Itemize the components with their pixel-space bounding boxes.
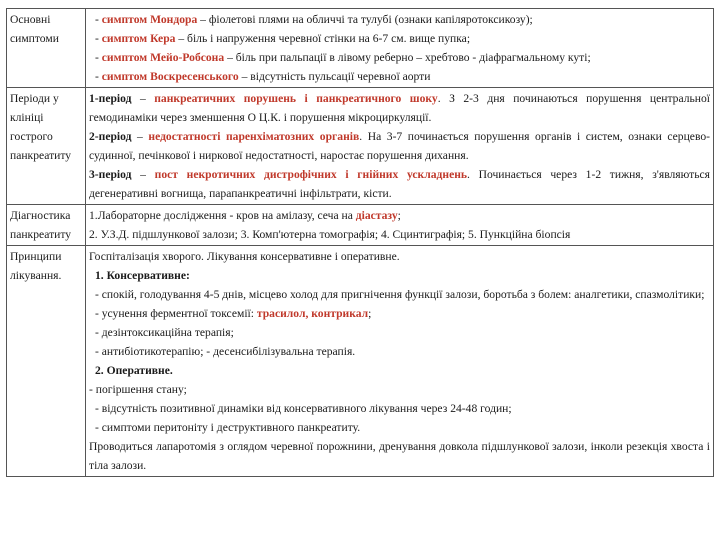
row-label-treatment (7, 246, 86, 477)
line-prefix: - (95, 70, 102, 83)
row-label-text: Принципи лікування. (10, 250, 62, 282)
symptom-line (89, 10, 710, 29)
table-row-symptoms (7, 9, 714, 88)
period-3-paragraph (89, 165, 710, 203)
period-name: 3-період (89, 168, 132, 181)
operative-procedure: Проводиться лапаротомія з оглядом черевної порожнини, дренування довкола підшлункової залози, інколи резекція хвоста і тіла залози. (89, 440, 710, 472)
period-2-paragraph (89, 127, 710, 165)
conservative-heading: 1. Консервативне: (95, 269, 190, 282)
conservative-item-end: ; (368, 307, 372, 320)
row-label-text: Діагностика панкреатиту (10, 209, 72, 241)
symptom-name: симптом Кера (101, 32, 176, 45)
operative-item: - погіршення стану; (89, 383, 187, 396)
symptom-name: симптом Мондора (101, 13, 198, 26)
conservative-item: - антибіотикотерапію; - десенсибілізувальна терапія. (95, 345, 356, 358)
operative-heading: 2. Оперативне. (95, 364, 173, 377)
conservative-item: - дезінтоксикаційна терапія; (95, 326, 234, 339)
conservative-item (89, 304, 710, 323)
drug-names: трасилол, контрикал (256, 307, 369, 320)
line-prefix: - (95, 32, 102, 45)
table-row-treatment (7, 246, 714, 477)
symptom-description: – біль і напруження черевної стінки на 6-7 см. вище пупка; (175, 32, 471, 45)
conservative-item-text: - усунення ферментної токсемії: (95, 307, 257, 320)
diagnostics-text-end: ; (397, 209, 401, 222)
period-dash: – (131, 92, 155, 105)
period-title: недостатності паренхіматозних органів (148, 130, 360, 143)
pancreatitis-table (6, 8, 714, 477)
symptom-description: – біль при пальпації в лівому реберно – хребтово - діафрагмальному куті; (224, 51, 591, 64)
symptom-line (89, 48, 710, 67)
period-name: 1-період (89, 92, 132, 105)
diagnostics-line-2: 2. У.З.Д. підшлункової залози; 3. Комп'ютерна томографія; 4. Сцинтиграфія; 5. Пункційна біопсія (89, 228, 571, 241)
treatment-intro: Госпіталізація хворого. Лікування консервативне і оперативне. (89, 250, 400, 263)
row-content-treatment (86, 246, 714, 477)
diagnostics-highlight: діастазу (355, 209, 398, 222)
conservative-item: - спокій, голодування 4-5 днів, місцево холод для пригнічення функції залози, боротьба з болем: аналгетики, спазмолітики; (95, 288, 705, 301)
operative-item: - відсутність позитивної динаміки від консервативного лікування через 24-48 годин; (95, 402, 512, 415)
row-label-text: Періоди у клініці гострого панкреатиту (10, 92, 72, 162)
symptom-line (89, 67, 710, 86)
diagnostics-line-1 (89, 206, 710, 225)
period-description: . З 2-3 дня починаються порушення центральної гемодинаміки через зменшення О Ц.К. і порушення мікроциркуляції. (89, 92, 710, 124)
line-prefix: - (95, 13, 102, 26)
symptom-description: – фіолетові плями на обличчі та тулубі (ознаки капіляротоксикозу); (197, 13, 533, 26)
line-prefix: - (95, 51, 102, 64)
symptom-line (89, 29, 710, 48)
operative-item: - симптоми перитоніту і деструктивного панкреатиту. (95, 421, 361, 434)
diagnostics-text: 1.Лабораторне дослідження - кров на амілазу, сеча на (89, 209, 356, 222)
row-content-symptoms (86, 9, 714, 88)
period-dash: – (131, 168, 155, 181)
table-row-diagnostics (7, 205, 714, 246)
document-page (6, 8, 713, 477)
row-content-diagnostics (86, 205, 714, 246)
period-title: пост некротичних дистрофічних і гнійних ускладнень (154, 168, 468, 181)
row-label-symptoms (7, 9, 86, 88)
row-label-diagnostics (7, 205, 86, 246)
period-1-paragraph (89, 89, 710, 127)
row-label-text: Основні симптоми (10, 13, 59, 45)
symptom-description: – відсутність пульсації черевної аорти (238, 70, 431, 83)
symptom-name: симптом Мейо-Робсона (101, 51, 225, 64)
row-content-periods (86, 88, 714, 205)
symptom-name: симптом Воскресенського (101, 70, 239, 83)
row-label-periods (7, 88, 86, 205)
table-row-periods (7, 88, 714, 205)
period-dash: – (131, 130, 149, 143)
period-title: панкреатичних порушень і панкреатичного шоку (154, 92, 438, 105)
period-name: 2-період (89, 130, 132, 143)
period-description: . На 3-7 починається порушення органів і систем, ознаки серцево-судинної, печінкової і ниркової недостатності, наростає порушення дихання. (89, 130, 710, 162)
period-description: . Починається через 1-2 тижня, з'являються дегенеративні вогнища, парапанкреатичні інфільтрати, кісти. (89, 168, 710, 200)
